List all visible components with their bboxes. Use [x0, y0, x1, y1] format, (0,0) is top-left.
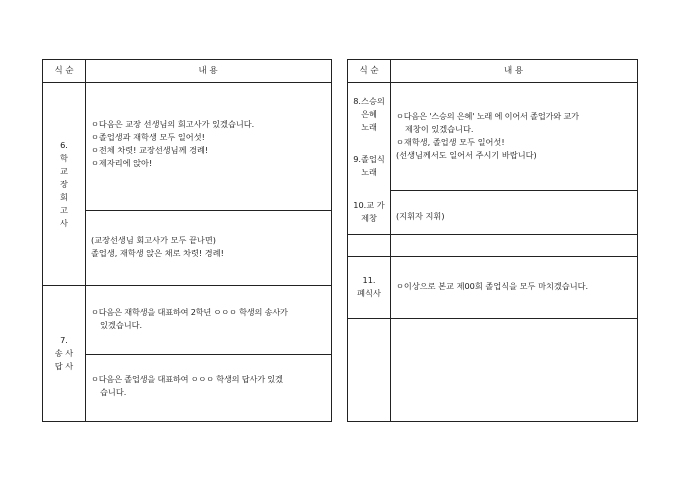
section6-label-line: 장	[60, 178, 68, 189]
section6-label-line: 회	[60, 191, 68, 202]
right-header-order: 식 순	[359, 65, 379, 76]
section11-label-line: 폐식사	[357, 288, 381, 298]
section9-label-line: 9.졸업식	[353, 154, 385, 164]
section6-line: ㅇ다음은 교장 선생님의 회고사가 있겠습니다.	[91, 119, 255, 129]
section6-label-line: 6.	[60, 139, 68, 150]
section6-line: ㅇ전체 차렷! 교장선생님께 경례!	[91, 145, 209, 155]
section7-line: ㅇ다음은 재학생을 대표하여 2학년 ㅇㅇㅇ 학생의 송사가	[91, 307, 288, 317]
section8-label	[348, 94, 390, 134]
section8-label-line: 8.스승의	[353, 95, 385, 106]
section6-label	[43, 83, 85, 285]
section6-block1	[85, 118, 331, 170]
section6-line: 졸업생, 재학생 앉은 채로 차렷! 경례!	[91, 248, 224, 258]
section7-line: 습니다.	[100, 387, 127, 397]
section10-content: (지휘자 지휘)	[396, 211, 445, 221]
section7-line: ㅇ다음은 졸업생을 대표하여 ㅇㅇㅇ 학생의 답사가 있겠	[91, 374, 283, 384]
section7-block1	[85, 306, 331, 332]
section7-label	[43, 286, 85, 421]
section6-label-line: 학	[60, 152, 68, 163]
section10-label	[348, 192, 390, 232]
section6-line: (교장선생님 회고사가 모두 끝나면)	[91, 235, 216, 245]
section8-line: ㅇ다음은 '스승의 은혜' 노래 에 이어서 졸업가와 교가	[396, 111, 579, 121]
section10-label-line: 제창	[361, 213, 377, 223]
right-header-content: 내 용	[503, 65, 524, 76]
section8-line: ㅇ재학생, 졸업생 모두 일어섯!	[396, 137, 505, 147]
section7-line: 있겠습니다.	[100, 320, 143, 330]
left-header-content: 내 용	[198, 65, 218, 76]
section7-label-line: 7.	[60, 335, 68, 345]
section11-label	[348, 257, 390, 317]
section9-label-line: 노래	[361, 167, 377, 177]
section8-9-content	[390, 110, 637, 162]
section7-label-line: 송 사	[54, 348, 74, 358]
section8-line: (선생님께서도 일어서 주시기 바랍니다)	[396, 150, 537, 160]
section7-block2	[85, 373, 331, 399]
section6-label-line: 교	[60, 165, 68, 176]
left-header-order: 식 순	[54, 65, 74, 76]
section6-block2	[85, 234, 331, 260]
left-program-table	[42, 59, 332, 422]
section6-label-line: 고	[60, 204, 68, 215]
section11-label-line: 11.	[362, 275, 376, 285]
right-program-table	[347, 59, 638, 422]
section8-label-line: 노래	[361, 121, 377, 132]
section6-line: ㅇ제자리에 앉아!	[91, 158, 153, 168]
section8-line: 제창이 있겠습니다.	[405, 124, 474, 134]
section11-content: ㅇ이상으로 본교 제00회 졸업식을 모두 마치겠습니다.	[396, 281, 589, 291]
section6-label-line: 사	[60, 217, 68, 228]
section6-line: ㅇ졸업생과 재학생 모두 일어섯!	[91, 132, 205, 142]
section8-label-line: 은혜	[361, 108, 377, 119]
section7-label-line: 답 사	[54, 361, 74, 371]
section9-label	[348, 152, 390, 180]
section10-label-line: 10.교 가	[353, 200, 385, 210]
